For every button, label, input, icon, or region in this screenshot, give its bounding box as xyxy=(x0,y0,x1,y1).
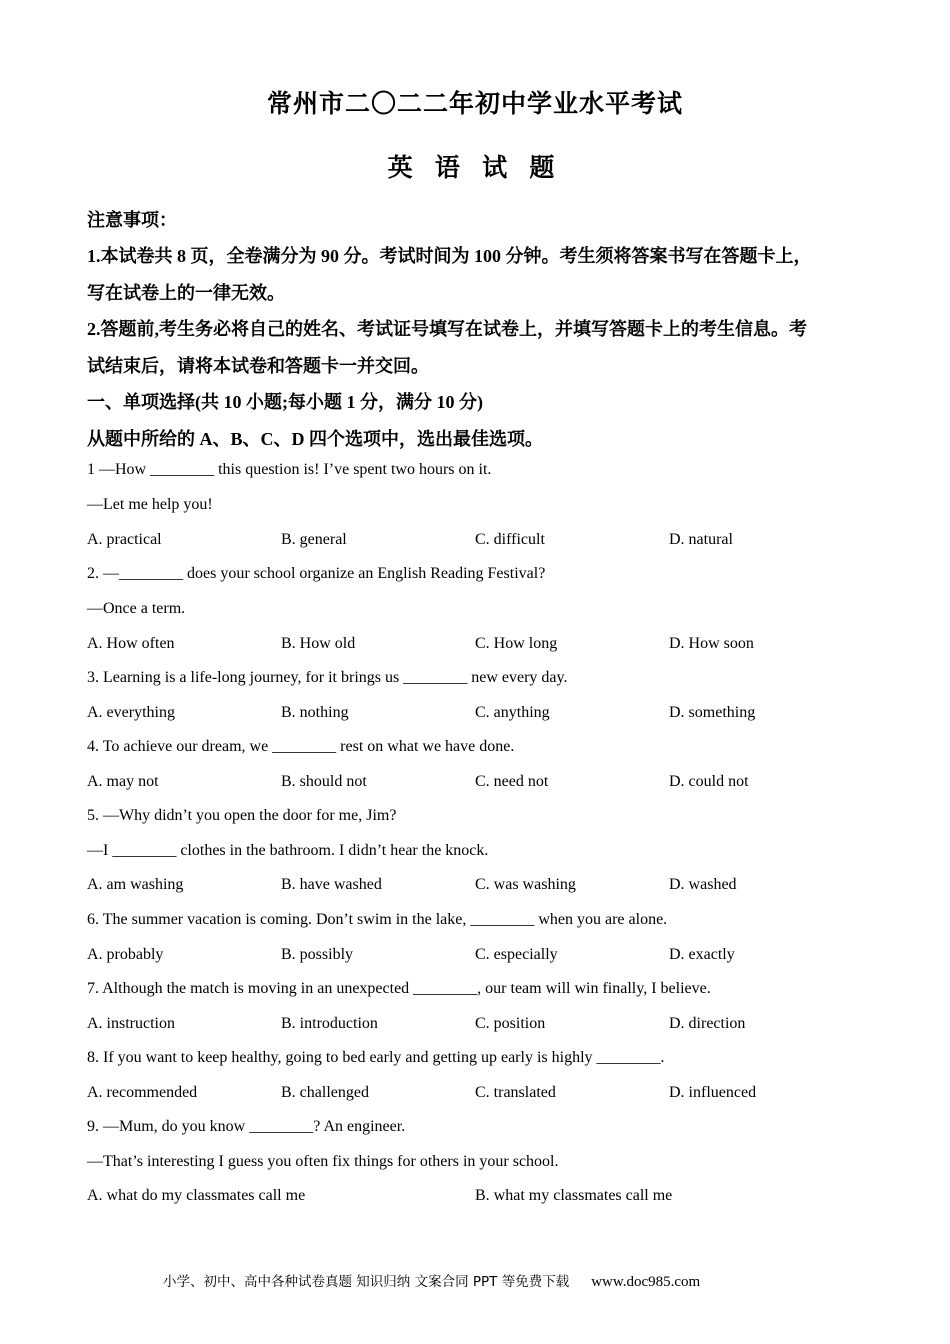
option-b: B. possibly xyxy=(281,946,354,963)
option-c: C. How long xyxy=(475,635,558,652)
footer-text: 小学、初中、高中各种试卷真题 知识归纳 文案合同 PPT 等免费下载 xyxy=(163,1274,570,1290)
option-c: C. translated xyxy=(475,1084,556,1101)
option-d: D. could not xyxy=(669,773,749,790)
option-d: D. exactly xyxy=(669,946,735,963)
question-stem: 8. If you want to keep healthy, going to bed early and getting up early is highly ________. xyxy=(87,1049,665,1066)
option-d: D. washed xyxy=(669,876,737,893)
option-b: B. nothing xyxy=(281,704,349,721)
exam-title: 常州市二〇二二年初中学业水平考试 xyxy=(266,91,683,118)
option-a: A. practical xyxy=(87,531,162,548)
option-c: C. position xyxy=(475,1015,546,1032)
question-stem: 2. —________ does your school organize an English Reading Festival? xyxy=(87,565,546,582)
option-c: C. difficult xyxy=(475,531,545,548)
question-stem: 1 —How ________ this question is! I’ve spent two hours on it. xyxy=(87,461,492,478)
option-b: B. what my classmates call me xyxy=(475,1187,673,1204)
option-d: D. How soon xyxy=(669,635,754,652)
question-stem: 5. —Why didn’t you open the door for me, Jim? xyxy=(87,807,397,824)
option-b: B. How old xyxy=(281,635,356,652)
option-d: D. natural xyxy=(669,531,733,548)
question-stem: 4. To achieve our dream, we ________ rest on what we have done. xyxy=(87,738,515,755)
notice-item2-line2: 试结束后，请将本试卷和答题卡一并交回。 xyxy=(87,356,429,376)
question-stem-line2: —I ________ clothes in the bathroom. I didn’t hear the knock. xyxy=(87,842,489,859)
option-a: A. How often xyxy=(87,635,175,652)
question-stem: 3. Learning is a life-long journey, for it brings us ________ new every day. xyxy=(87,669,568,686)
footer-url[interactable]: www.doc985.com xyxy=(591,1274,701,1290)
notice-item1-line1: 1.本试卷共 8 页，全卷满分为 90 分。考试时间为 100 分钟。考生须将答案书写在答题卡上， xyxy=(87,246,812,266)
option-b: B. general xyxy=(281,531,347,548)
option-a: A. may not xyxy=(87,773,159,790)
option-d: D. direction xyxy=(669,1015,746,1032)
option-c: C. need not xyxy=(475,773,549,790)
option-b: B. challenged xyxy=(281,1084,369,1101)
question-stem: 7. Although the match is moving in an unexpected ________, our team will win finally, I believe. xyxy=(87,980,711,997)
option-a: A. am washing xyxy=(87,876,184,893)
notice-heading: 注意事项： xyxy=(87,210,177,230)
option-c: C. anything xyxy=(475,704,550,721)
page-footer xyxy=(163,1270,700,1291)
section-instruction: 从题中所给的 A、B、C、D 四个选项中，选出最佳选项。 xyxy=(87,429,544,449)
question-stem-line2: —That’s interesting I guess you often fix things for others in your school. xyxy=(87,1153,559,1170)
section-heading: 一、单项选择(共 10 小题;每小题 1 分，满分 10 分) xyxy=(87,392,483,412)
question-stem: 6. The summer vacation is coming. Don’t swim in the lake, ________ when you are alone. xyxy=(87,911,668,928)
option-a: A. probably xyxy=(87,946,164,963)
option-b: B. introduction xyxy=(281,1015,378,1032)
question-stem-line2: —Once a term. xyxy=(87,600,186,617)
option-b: B. should not xyxy=(281,773,367,790)
question-stem: 9. —Mum, do you know ________? An engineer. xyxy=(87,1118,406,1135)
option-d: D. influenced xyxy=(669,1084,757,1101)
exam-subtitle: 英 语 试 题 xyxy=(387,155,563,182)
notice-item1-line2: 写在试卷上的一律无效。 xyxy=(87,283,285,303)
question-stem-line2: —Let me help you! xyxy=(87,496,213,513)
notice-item2-line1: 2.答题前,考生务必将自己的姓名、考试证号填写在试卷上，并填写答题卡上的考生信息。考 xyxy=(87,319,807,339)
option-a: A. what do my classmates call me xyxy=(87,1187,306,1204)
option-d: D. something xyxy=(669,704,756,721)
option-a: A. everything xyxy=(87,704,175,721)
option-c: C. was washing xyxy=(475,876,576,893)
option-a: A. instruction xyxy=(87,1015,175,1032)
option-b: B. have washed xyxy=(281,876,382,893)
option-c: C. especially xyxy=(475,946,558,963)
option-a: A. recommended xyxy=(87,1084,198,1101)
